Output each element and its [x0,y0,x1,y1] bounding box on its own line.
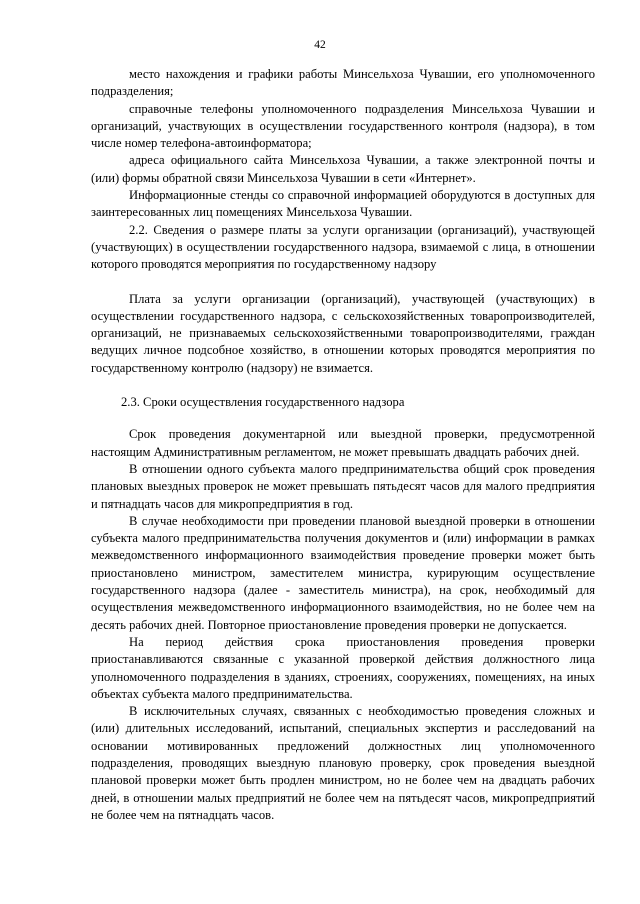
paragraph-suspension: В случае необходимости при проведении плановой выездной проверки в отношении субъекта малого предпринимательства получения документов и (или) информации в рамках межведомственного информационного взаимодействия проведение проверки может быть приостановлено министром, заместителем министра, курирующим осуществление государственного надзора (далее - заместитель министра), на срок, необходимый для осуществления межведомственного информационного взаимодействия, но не более чем на десять рабочих дней. Повторное приостановление проведения проверки не допускается. [91,513,595,632]
paragraph-location-schedule: место нахождения и графики работы Минсельхоза Чувашии, его уполномоченного подразделения; [91,67,595,99]
document-body [91,66,595,824]
paragraph-info-stands: Информационные стенды со справочной информацией оборудуются в доступных для заинтересованных лиц помещениях Минсельхоза Чувашии. [91,188,595,220]
paragraph-suspension-period: На период действия срока приостановления проведения проверки приостанавливаются связанные с указанной проверкой действия должностного лица уполномоченного подразделения в зданиях, строениях, сооружениях, помещениях, на иных объектах субъекта малого предпринимательства. [91,634,595,701]
paragraph-exceptional-cases: В исключительных случаях, связанных с необходимостью проведения сложных и (или) длительных исследований, испытаний, специальных экспертиз и расследований на основании мотивированных предложений должностных лиц уполномоченного подразделения, проводящих выездную плановую проверку, срок проведения выездной плановой проверки может быть продлен министром, но не более чем на двадцать рабочих дней, в отношении малых предприятий не более чем на пятьдесят часов, микропредприятий не более чем на пятнадцать часов. [91,704,595,822]
paragraph-small-business-term: В отношении одного субъекта малого предпринимательства общий срок проведения плановых выездных проверок не может превышать пятьдесят часов для малого предприятия и пятнадцать часов для микропредприятия в год. [91,461,595,511]
paragraph-inspection-term: Срок проведения документарной или выездной проверки, предусмотренной настоящим Административным регламентом, не может превышать двадцать рабочих дней. [91,427,595,459]
page-number: 42 [314,39,326,51]
paragraph-fee-not-charged: Плата за услуги организации (организаций), участвующей (участвующих) в осуществлении государственного надзора, с сельскохозяйственных товаропроизводителей, организаций, не признаваемых сельскохозяйственными товаропроизводителями, граждан ведущих личное подсобное хозяйство, в отношении которых проводятся мероприятия по государственному контролю (надзору) не взимается. [91,291,595,375]
section-2-2-heading: 2.2. Сведения о размере платы за услуги организации (организаций), участвующей (участвующих) в осуществлении государственного надзора, взимаемой с лица, в отношении которого проводятся мероприятия по государственному надзору [91,222,595,272]
paragraph-reference-phones: справочные телефоны уполномоченного подразделения Минсельхоза Чувашии и организаций, участвующих в осуществлении государственного контроля (надзора), в том числе номер телефона-автоинформатора; [91,101,595,151]
paragraph-website-addresses: адреса официального сайта Минсельхоза Чувашии, а также электронной почты и (или) формы обратной связи Минсельхоза Чувашии в сети «Интернет». [91,153,595,185]
section-2-3-heading: 2.3. Сроки осуществления государственного надзора [121,395,405,410]
